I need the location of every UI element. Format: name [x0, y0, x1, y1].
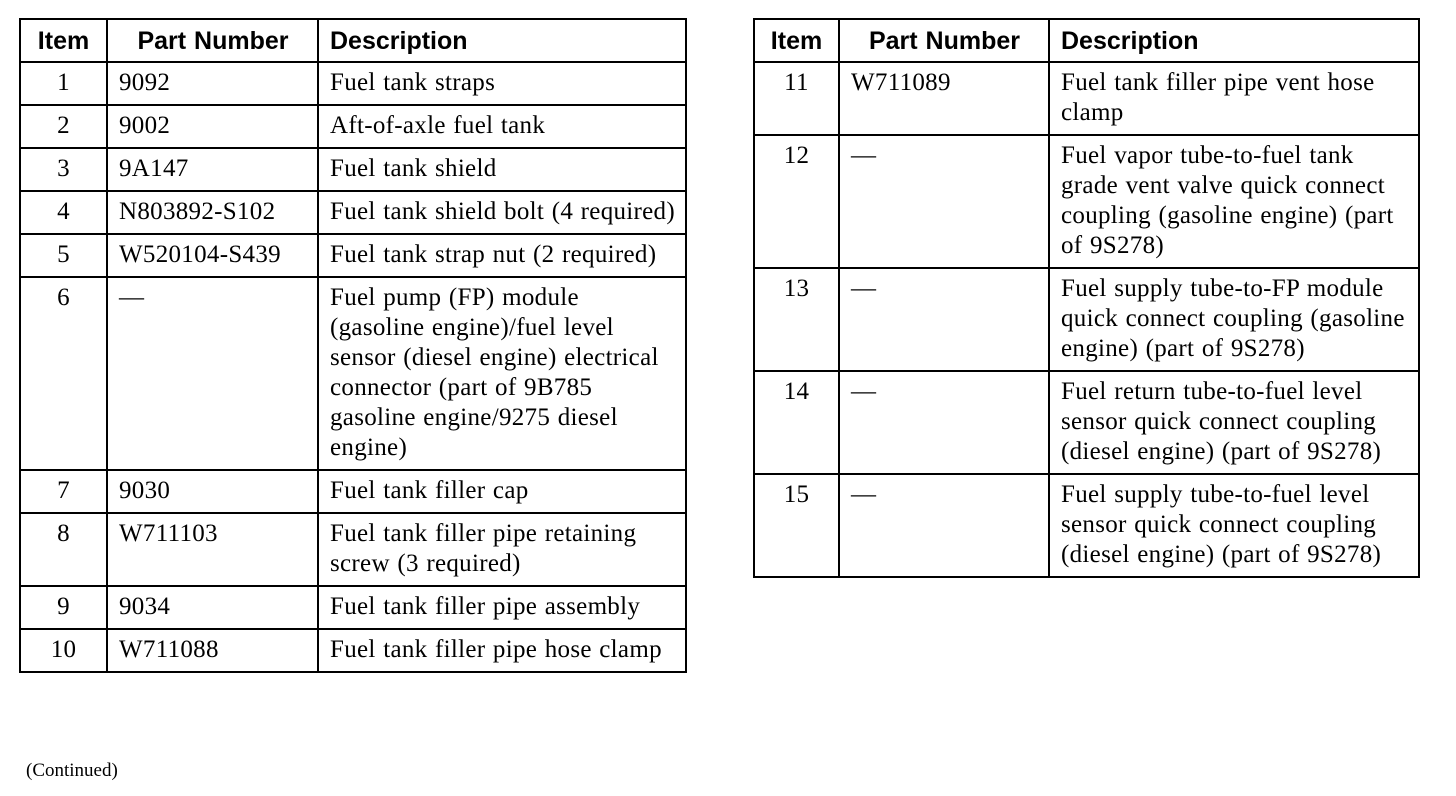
description: Fuel return tube-to-fuel level sensor quick connect coupling (diesel engine) (part of 9S278)	[1049, 371, 1419, 474]
item-number: 10	[20, 629, 107, 672]
table-row	[20, 62, 686, 105]
part-number: W711089	[839, 62, 1049, 135]
description: Fuel tank filler pipe assembly	[318, 586, 686, 629]
description: Aft-of-axle fuel tank	[318, 105, 686, 148]
description: Fuel tank filler pipe vent hose clamp	[1049, 62, 1419, 135]
description: Fuel tank shield	[318, 148, 686, 191]
header-description: Description	[318, 19, 686, 62]
part-number: 9092	[107, 62, 318, 105]
header-description: Description	[1049, 19, 1419, 62]
table-row	[20, 234, 686, 277]
part-number: —	[839, 474, 1049, 577]
description: Fuel pump (FP) module (gasoline engine)/fuel level sensor (diesel engine) electrical connector (part of 9B785 gasoline engine/9275 diesel engine)	[318, 277, 686, 470]
item-number: 9	[20, 586, 107, 629]
item-number: 15	[754, 474, 839, 577]
description: Fuel tank filler pipe retaining screw (3 required)	[318, 513, 686, 586]
description: Fuel vapor tube-to-fuel tank grade vent valve quick connect coupling (gasoline engine) (part of 9S278)	[1049, 135, 1419, 268]
part-number: —	[107, 277, 318, 470]
item-number: 11	[754, 62, 839, 135]
item-number: 4	[20, 191, 107, 234]
parts-table-right	[753, 18, 1420, 578]
header-part-number: Part Number	[839, 19, 1049, 62]
description: Fuel tank filler pipe hose clamp	[318, 629, 686, 672]
table-row	[20, 513, 686, 586]
item-number: 8	[20, 513, 107, 586]
item-number: 5	[20, 234, 107, 277]
header-item: Item	[754, 19, 839, 62]
continued-note: (Continued)	[26, 760, 118, 781]
description: Fuel tank straps	[318, 62, 686, 105]
item-number: 6	[20, 277, 107, 470]
item-number: 2	[20, 105, 107, 148]
table-row	[20, 470, 686, 513]
table-row	[20, 277, 686, 470]
table-row	[754, 268, 1419, 371]
item-number: 12	[754, 135, 839, 268]
item-number: 1	[20, 62, 107, 105]
table-row	[754, 135, 1419, 268]
item-number: 13	[754, 268, 839, 371]
item-number: 14	[754, 371, 839, 474]
part-number: —	[839, 268, 1049, 371]
header-part-number: Part Number	[107, 19, 318, 62]
item-number: 7	[20, 470, 107, 513]
description: Fuel tank filler cap	[318, 470, 686, 513]
part-number: 9002	[107, 105, 318, 148]
part-number: 9034	[107, 586, 318, 629]
header-item: Item	[20, 19, 107, 62]
table-row	[754, 371, 1419, 474]
part-number: 9A147	[107, 148, 318, 191]
part-number: —	[839, 371, 1049, 474]
table-row	[20, 629, 686, 672]
table-header-row	[754, 19, 1419, 62]
description: Fuel tank shield bolt (4 required)	[318, 191, 686, 234]
parts-table-left	[19, 18, 687, 673]
part-number: W711088	[107, 629, 318, 672]
table-row	[754, 474, 1419, 577]
table-row	[20, 148, 686, 191]
table-row	[20, 191, 686, 234]
table-row	[20, 586, 686, 629]
table-row	[754, 62, 1419, 135]
item-number: 3	[20, 148, 107, 191]
part-number: W520104-S439	[107, 234, 318, 277]
description: Fuel tank strap nut (2 required)	[318, 234, 686, 277]
part-number: 9030	[107, 470, 318, 513]
part-number: N803892-S102	[107, 191, 318, 234]
description: Fuel supply tube-to-fuel level sensor quick connect coupling (diesel engine) (part of 9S278)	[1049, 474, 1419, 577]
part-number: —	[839, 135, 1049, 268]
table-header-row	[20, 19, 686, 62]
part-number: W711103	[107, 513, 318, 586]
table-row	[20, 105, 686, 148]
description: Fuel supply tube-to-FP module quick connect coupling (gasoline engine) (part of 9S278)	[1049, 268, 1419, 371]
